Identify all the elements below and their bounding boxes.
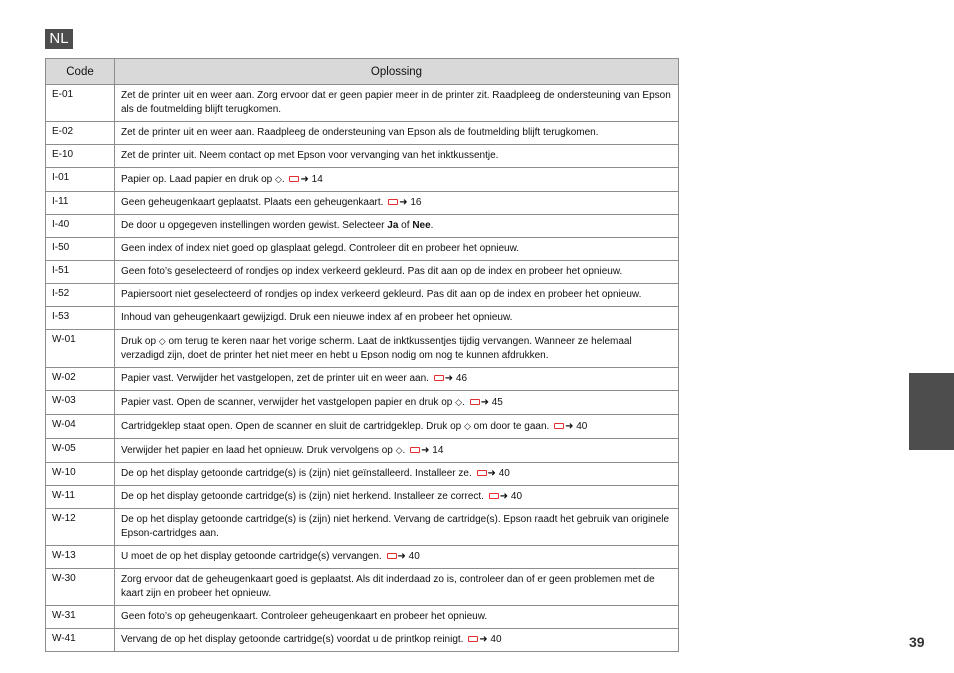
page-reference: [484, 491, 522, 502]
error-code: I-11: [46, 192, 115, 215]
option-label: Nee: [412, 220, 431, 231]
solution-text: Zet de printer uit en weer aan. Raadpleeg de ondersteuning van Epson als de foutmelding blijft terugkomen.: [115, 122, 679, 145]
book-icon: [554, 423, 564, 429]
start-button-icon: ◇: [275, 174, 282, 184]
table-row: [46, 145, 679, 168]
reference-page-number: 40: [405, 551, 420, 562]
table-row: [46, 629, 679, 652]
table-row: [46, 238, 679, 261]
reference-page-number: 14: [308, 174, 323, 185]
table-row: [46, 391, 679, 415]
book-icon: [468, 636, 478, 642]
table-row: [46, 192, 679, 215]
reference-page-number: 14: [429, 445, 444, 456]
table-row: [46, 307, 679, 330]
arrow-right-icon: ➜: [399, 197, 408, 208]
reference-page-number: 40: [487, 634, 502, 645]
error-code: W-03: [46, 391, 115, 415]
solution-text: De op het display getoonde cartridge(s) is (zijn) niet herkend. Vervang de cartridge(s). Epson raadt het gebruik van originele Epson-cartridges aan.: [115, 509, 679, 546]
table-row: [46, 606, 679, 629]
solution-text: Zet de printer uit. Neem contact op met Epson voor vervanging van het inktkussentje.: [115, 145, 679, 168]
error-code: W-02: [46, 368, 115, 391]
start-button-icon: ◇: [455, 397, 463, 407]
table-row: [46, 509, 679, 546]
page-reference: [465, 397, 503, 408]
book-icon: [434, 375, 444, 381]
page-reference: [382, 551, 420, 562]
page-reference: [429, 373, 467, 384]
book-icon: [289, 176, 299, 182]
header-code: Code: [46, 59, 115, 85]
reference-page-number: 40: [573, 421, 588, 432]
table-row: [46, 168, 679, 192]
book-icon: [388, 199, 398, 205]
language-badge: NL: [45, 29, 73, 49]
error-code: W-05: [46, 439, 115, 463]
book-icon: [489, 493, 499, 499]
error-code: I-50: [46, 238, 115, 261]
table-row: [46, 463, 679, 486]
solution-text: Papier vast. Open de scanner, verwijder het vastgelopen papier en druk op ◇. ➜ 45: [115, 391, 679, 415]
error-code: I-52: [46, 284, 115, 307]
error-code: E-02: [46, 122, 115, 145]
error-code: W-04: [46, 415, 115, 439]
reference-page-number: 16: [407, 197, 422, 208]
arrow-right-icon: ➜: [487, 468, 496, 479]
table-row: [46, 122, 679, 145]
table-row: [46, 330, 679, 368]
error-code: W-12: [46, 509, 115, 546]
start-button-icon: ◇: [158, 336, 166, 346]
option-label: Ja: [387, 220, 399, 231]
book-icon: [387, 553, 397, 559]
error-code: W-11: [46, 486, 115, 509]
solution-text: Geen geheugenkaart geplaatst. Plaats een geheugenkaart. ➜ 16: [115, 192, 679, 215]
page-reference: [549, 421, 587, 432]
solution-text: De door u opgegeven instellingen worden gewist. Selecteer Ja of Nee.: [115, 215, 679, 238]
page-reference: [285, 174, 323, 185]
solution-text: Geen foto’s geselecteerd of rondjes op index verkeerd gekleurd. Pas dit aan op de index en probeer het opnieuw.: [115, 261, 679, 284]
error-code: I-51: [46, 261, 115, 284]
table-row: [46, 368, 679, 391]
solution-text: Zorg ervoor dat de geheugenkaart goed is geplaatst. Als dit inderdaad zo is, controleer dan of er geen problemen met de kaart zijn en probeer het opnieuw.: [115, 569, 679, 606]
solution-text: Zet de printer uit en weer aan. Zorg ervoor dat er geen papier meer in de printer zit. Raadpleeg de ondersteuning van Epson als de foutmelding blijft terugkomen.: [115, 85, 679, 122]
solution-text: Vervang de op het display getoonde cartridge(s) voordat u de printkop reinigt. ➜ 40: [115, 629, 679, 652]
arrow-right-icon: ➜: [421, 445, 430, 456]
header-solution: Oplossing: [115, 59, 679, 85]
solution-text: Geen index of index niet goed op glasplaat gelegd. Controleer dit en probeer het opnieuw.: [115, 238, 679, 261]
table-row: [46, 569, 679, 606]
error-code: E-01: [46, 85, 115, 122]
table-body: [46, 85, 679, 652]
error-code: W-13: [46, 546, 115, 569]
solution-text: U moet de op het display getoonde cartridge(s) vervangen. ➜ 40: [115, 546, 679, 569]
arrow-right-icon: ➜: [480, 397, 489, 408]
table-row: [46, 284, 679, 307]
reference-page-number: 40: [508, 491, 523, 502]
table-row: [46, 486, 679, 509]
solution-text: Inhoud van geheugenkaart gewijzigd. Druk een nieuwe index af en probeer het opnieuw.: [115, 307, 679, 330]
side-tab: [909, 373, 954, 450]
table-row: [46, 546, 679, 569]
page-reference: [405, 445, 443, 456]
start-button-icon: ◇: [395, 445, 403, 455]
solution-text: Papier vast. Verwijder het vastgelopen, zet de printer uit en weer aan. ➜ 46: [115, 368, 679, 391]
table-row: [46, 415, 679, 439]
table-row: [46, 85, 679, 122]
error-code: W-10: [46, 463, 115, 486]
book-icon: [470, 399, 480, 405]
error-code: I-01: [46, 168, 115, 192]
page-reference: [463, 634, 501, 645]
error-code: W-30: [46, 569, 115, 606]
table-row: [46, 439, 679, 463]
arrow-right-icon: ➜: [565, 421, 574, 432]
reference-page-number: 46: [453, 373, 468, 384]
solution-text: Geen foto’s op geheugenkaart. Controleer geheugenkaart en probeer het opnieuw.: [115, 606, 679, 629]
arrow-right-icon: ➜: [397, 551, 406, 562]
page-reference: [383, 197, 421, 208]
reference-page-number: 40: [495, 468, 510, 479]
error-code: W-01: [46, 330, 115, 368]
solution-text: Papiersoort niet geselecteerd of rondjes op index verkeerd gekleurd. Pas dit aan op de index en probeer het opnieuw.: [115, 284, 679, 307]
arrow-right-icon: ➜: [499, 491, 509, 502]
solution-text: Papier op. Laad papier en druk op ◇. ➜ 14: [115, 168, 679, 192]
arrow-right-icon: ➜: [300, 174, 309, 185]
table-row: [46, 261, 679, 284]
error-code: W-41: [46, 629, 115, 652]
book-icon: [410, 447, 420, 453]
page-number: 39: [909, 634, 925, 650]
table-header-row: [46, 59, 679, 85]
arrow-right-icon: ➜: [444, 373, 454, 384]
table-row: [46, 215, 679, 238]
error-code: I-40: [46, 215, 115, 238]
solution-text: Cartridgeklep staat open. Open de scanner en sluit de cartridgeklep. Druk op ◇ om door te gaan. ➜ 40: [115, 415, 679, 439]
solution-text: Druk op ◇ om terug te keren naar het vorige scherm. Laat de inktkussentjes tijdig vervangen. Wanneer ze helemaal verzadigd zijn, doet de printer het niet meer en hebt u Epson nodig om nog te kunnen afdrukken.: [115, 330, 679, 368]
book-icon: [477, 470, 487, 476]
page-reference: [472, 468, 510, 479]
error-code-table: [45, 58, 679, 652]
start-button-icon: ◇: [463, 421, 471, 431]
arrow-right-icon: ➜: [479, 634, 488, 645]
solution-text: De op het display getoonde cartridge(s) is (zijn) niet geïnstalleerd. Installeer ze. ➜ 40: [115, 463, 679, 486]
solution-text: Verwijder het papier en laad het opnieuw. Druk vervolgens op ◇. ➜ 14: [115, 439, 679, 463]
reference-page-number: 45: [488, 397, 503, 408]
error-code: W-31: [46, 606, 115, 629]
solution-text: De op het display getoonde cartridge(s) is (zijn) niet herkend. Installeer ze correct. ➜ 40: [115, 486, 679, 509]
error-code: I-53: [46, 307, 115, 330]
error-code: E-10: [46, 145, 115, 168]
